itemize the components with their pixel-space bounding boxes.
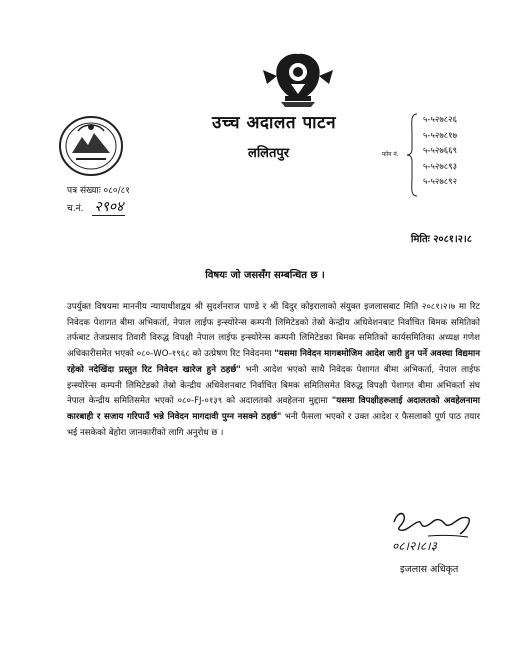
brace-divider <box>406 113 418 197</box>
verdict-quote: "यसमा विपक्षीहरूलाई अदालतको अवहेलनामा कारबाही र सजाय गरिपाउँ भन्ने निवेदन मागदावी पुग्न नसक्ने ठहर्छ" <box>67 396 480 422</box>
government-seal-icon <box>58 115 124 177</box>
phone-number: ५-५२७८२६ <box>423 115 458 125</box>
letter-date: मितिः २०८१।२।८ <box>410 234 472 245</box>
dispatch-number-value: २९०४ <box>94 199 124 215</box>
court-city: ललितपुर <box>248 146 290 161</box>
body-text: भनी फैसला भएको र उक्त आदेश र फैसलाको पूर्ण पाठ तयार भई नसकेको बेहोरा जानकारीको लागि अनुरोध छ । <box>67 411 480 438</box>
dispatch-number-label: च.नं. <box>67 204 84 214</box>
court-emblem-icon <box>257 50 339 108</box>
svg-text:०८।२।८।३: ०८।२।८।३ <box>392 539 437 553</box>
letter-subject: विषयः जो जससँग सम्बन्धित छ । <box>205 270 325 281</box>
court-name: उच्च अदालत पाटन <box>212 113 337 133</box>
phone-number: ५-५२७८९२ <box>423 177 458 187</box>
phone-number: ५-५२७६६९ <box>423 146 458 156</box>
phone-number: ५-५२७८९३ <box>423 161 458 172</box>
phone-label: फोन नं. <box>382 151 399 158</box>
letter-number-label: पत्र संख्याः <box>67 186 101 196</box>
order-quote: "यसमा निवेदन मागबमोजिम आदेश जारी हुन पर्ने अवस्था विद्यमान रहेको नदेखिंदा प्रस्तुत रिट निवेदन खारेज हुने ठहर्छ" <box>67 349 480 375</box>
letter-body <box>67 300 480 441</box>
handwritten-signature <box>388 508 480 554</box>
dispatch-number <box>67 197 125 216</box>
letter-number-value: ०८०/८१ <box>103 186 130 196</box>
phone-list <box>423 113 457 191</box>
body-text: उपर्युक्त विषयमा माननीय न्यायाधीशद्वय श्री सुदर्शनराज पाण्डे र श्री विदुर कोइरालाको संयुक्त इजलासबाट मिति २०८१।२।७ मा रिट निवेदक पेशागत बीमा अभिकर्ता, नेपाल लाईफ इन्स्योरेन्स कम्पनी लिमिटेडको तेस्रो केन्द्रीय अधिवेशनबाट निर्वाचित बिमक समितिको तर्फबाट तेजप्रसाद तिवारी विरुद्ध विपक्षी नेपाल लाईफ इन्स्योरेन्स कम्पनी लिमिटेडका बिमक समितिको कार्यसमितिका अध्यक्ष गणेश अधिकारीसमेत भएको ०८०-WO-१९६८ को उत्प्रेषण रिट निवेदनमा <box>67 302 480 360</box>
body-text: भनी आदेश भएको साथै निवेदक पेशागत बीमा अभिकर्ता, नेपाल लाईफ इन्स्योरेन्स कम्पनी लिमिटेडको तेस्रो केन्द्रीय अधिवेशनबाट निर्वाचित बिमक समितिसमेत विरुद्ध विपक्षी पेशागत बीमा अभिकर्ता संघ नेपाल केन्द्रीय समितिसमेत भएको ०८०-FJ-०१३९ को अदालतको अवहेलना मुद्दामा <box>67 364 480 407</box>
letter-number <box>67 183 130 196</box>
phone-number: ५-५२७८१७ <box>423 130 458 141</box>
signatory-designation: इजलास अधिकृत <box>400 564 459 575</box>
